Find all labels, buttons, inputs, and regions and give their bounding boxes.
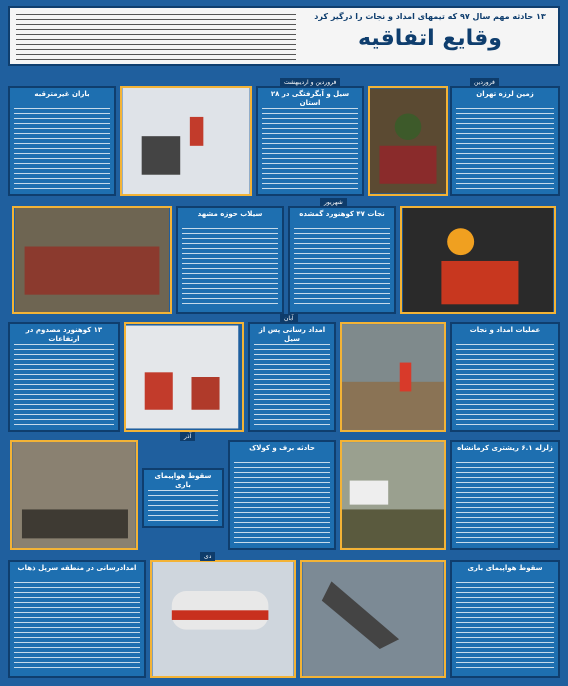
story-title: حادثه برف و کولاک	[249, 444, 315, 452]
story-title: امدادرسانی در منطقه سرپل ذهاب	[17, 564, 137, 572]
photo-crowd-rescuers	[12, 206, 172, 314]
photo-flood-rescue	[340, 322, 446, 432]
story-title: زلزله ۶.۱ ریشتری کرمانشاه	[457, 444, 553, 452]
photo-image	[342, 442, 444, 548]
photo-image	[126, 324, 242, 430]
photo-helicopter	[150, 560, 296, 678]
story-title: عملیات امداد و نجات	[469, 326, 541, 334]
story-card-12	[450, 560, 560, 678]
photo-image	[370, 88, 446, 194]
story-title: باران غیرمترقبه	[34, 90, 90, 98]
story-card-9	[450, 440, 560, 550]
story-card-2	[256, 86, 364, 196]
month-tag: دی	[200, 552, 215, 561]
story-card-7	[248, 322, 336, 432]
photo-image	[402, 208, 554, 312]
story-card-5	[176, 206, 284, 314]
photo-rescue-car-dog	[340, 440, 446, 550]
story-card-10	[228, 440, 336, 550]
photo-image	[342, 324, 444, 430]
story-card-8	[8, 322, 120, 432]
story-title: سقوط هواپیمای باری	[467, 564, 543, 572]
story-card-1	[450, 86, 560, 196]
month-tag: آبان	[280, 314, 298, 323]
story-card-3	[8, 86, 116, 196]
photo-image	[302, 562, 444, 676]
photo-snow-ambulance	[124, 322, 244, 432]
story-title: نجات ۴۷ کوهنورد گمشده	[299, 210, 385, 218]
story-title: سقوط هواپیمای باری	[154, 472, 212, 489]
photo-crash-debris	[10, 440, 138, 550]
month-tag: شهریور	[320, 198, 347, 207]
header-title: وقایع اتفاقیه	[358, 26, 502, 51]
story-card-6	[450, 322, 560, 432]
story-title: امداد رسانی پس از سیل	[258, 326, 326, 343]
photo-plane-wreck	[300, 560, 446, 678]
month-tag: فروردین و اردیبهشت	[280, 78, 340, 87]
header-subtitle: ۱۳ حادثه مهم سال ۹۷ که تیمهای امداد و نجات را درگیر کرد	[314, 12, 546, 21]
story-title: سیلاب حوزه مشهد	[197, 210, 263, 218]
story-card-13	[8, 560, 146, 678]
photo-image	[14, 208, 170, 312]
photo-rescue-rubble	[368, 86, 448, 196]
photo-snow-rescue	[120, 86, 252, 196]
photo-rescuer-helmet	[400, 206, 556, 314]
month-tag: فروردین	[470, 78, 499, 87]
header	[8, 6, 560, 66]
month-tag: آذر	[180, 432, 195, 441]
story-title: زمین لرزه تهران	[476, 90, 534, 98]
story-title: ۱۳ کوهنورد مصدوم در ارتفاعات	[25, 326, 103, 343]
story-title: سیل و آبگرفتگی در ۲۸ استان	[270, 90, 350, 107]
story-card-4	[288, 206, 396, 314]
photo-image	[12, 442, 136, 548]
intro-text-block	[16, 14, 296, 60]
photo-image	[122, 88, 250, 194]
story-card-11	[142, 468, 224, 528]
photo-image	[152, 562, 294, 676]
